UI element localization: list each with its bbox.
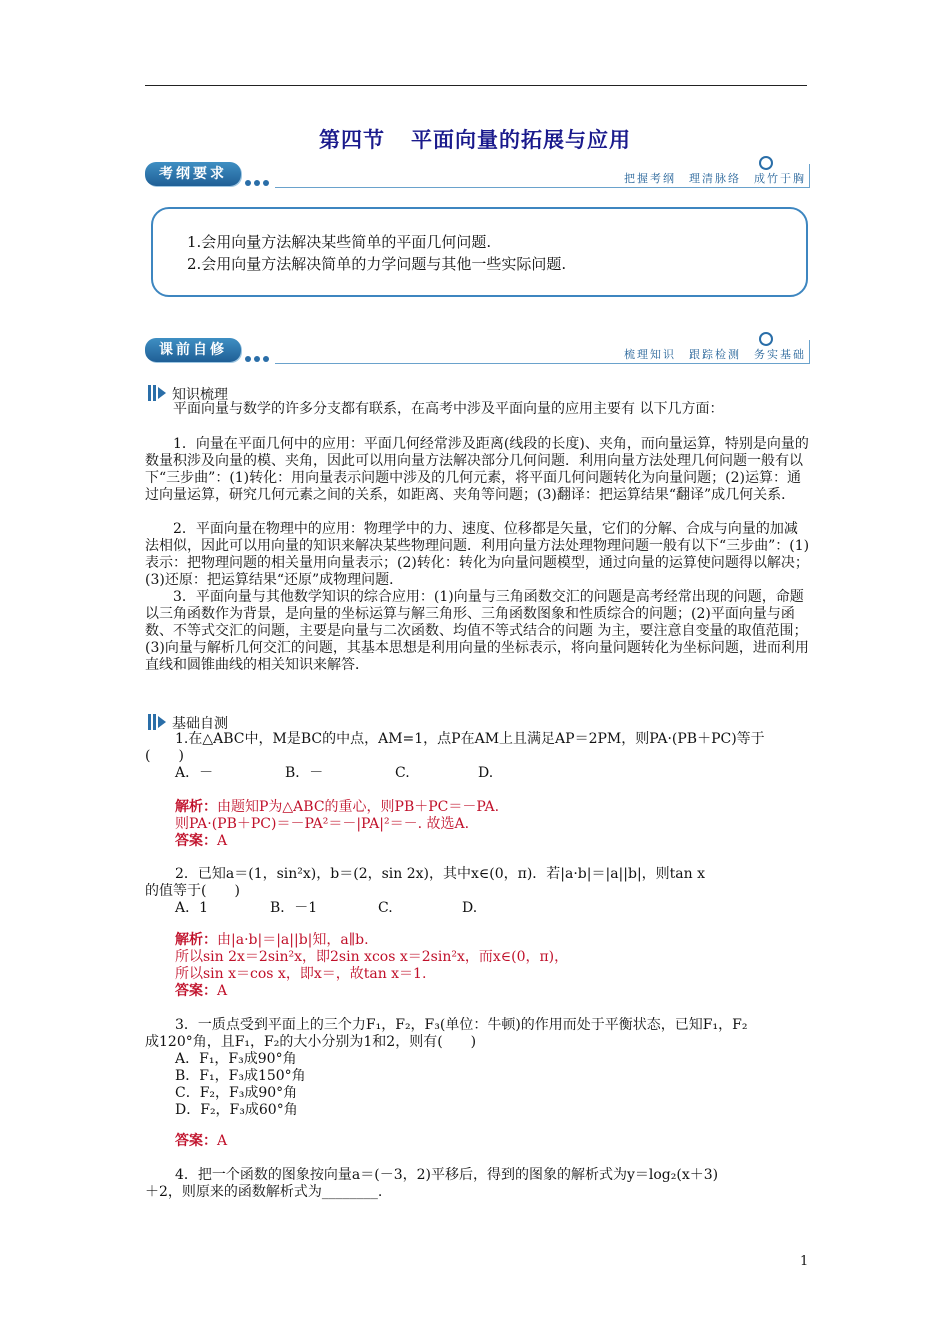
section-marker-icon	[148, 385, 168, 401]
page-title	[0, 124, 950, 154]
banner-syllabus-sub: 把握考纲 理清脉络 成竹于胸	[624, 172, 806, 185]
q2-stem-cont: 的值等于( )	[145, 883, 240, 899]
q3-stem: 3．一质点受到平面上的三个力F₁，F₂，F₃(单位：牛顿)的作用而处于平衡状态，已知F₁，F₂	[175, 1017, 748, 1033]
page-number: 1	[800, 1254, 809, 1269]
ring-icon	[759, 332, 773, 346]
q2-option-c: C.	[378, 900, 393, 916]
section-marker-icon	[148, 714, 168, 730]
banner-preview	[145, 336, 810, 368]
knowledge-point-2: 2．平面向量在物理中的应用：物理学中的力、速度、位移都是矢量，它们的分解、合成与向量的加减法相似，因此可以用向量的知识来解决某些物理问题．利用向量方法处理物理问题一般有以下“三步曲”：(1)表示：把物理问题的相关量用向量表示；(2)转化：转化为向量问题模型，通过向量的运算使问题得以解决；(3)还原：把运算结果“还原”成物理问题．	[145, 521, 810, 588]
header-rule	[145, 85, 807, 86]
q2-stem: 2．已知a＝(1，sin²x)，b＝(2，sin 2x)，其中x∈(0，π)．若|a·b|＝|a||b|，则tan x	[175, 866, 705, 882]
q3-option-b: B．F₁，F₃成150°角	[175, 1068, 306, 1084]
q1-answer: 答案：A	[175, 833, 228, 849]
q1-option-a: A．－	[175, 765, 214, 781]
ring-icon	[759, 156, 773, 170]
knowledge-point-3: 3．平面向量与其他数学知识的综合应用：(1)向量与三角函数交汇的问题是高考经常出现的问题，命题以三角函数作为背景，是向量的坐标运算与解三角形、三角函数图象和性质综合的问题；(2)平面向量与函数、不等式交汇的问题，主要是向量与二次函数、均值不等式结合的问题 为主，要注意自变量的取值范围；(3)向量与解析几何交汇的问题，其基本思想是利用向量的坐标表示，将向量问题转化为坐标问题，进而利用直线和圆锥曲线的相关知识来解答．	[145, 589, 809, 673]
requirement-2: 2.会用向量方法解决简单的力学问题与其他一些实际问题.	[187, 255, 567, 273]
q2-option-d: D.	[462, 900, 478, 916]
q2-option-b: B．－1	[270, 900, 318, 916]
requirement-1: 1.会用向量方法解决某些简单的平面几何问题.	[187, 233, 492, 251]
q1-solution-cont: 则PA·(PB＋PC)＝－PA²＝－|PA|²＝－. 故选A.	[175, 816, 470, 832]
q4-stem: 4．把一个函数的图象按向量a＝(－3，2)平移后，得到的图象的解析式为y＝log₂(x＋3)	[175, 1167, 719, 1183]
banner-syllabus	[145, 160, 810, 192]
banner-preview-sub: 梳理知识 跟踪检测 务实基础	[624, 348, 806, 361]
requirements-box	[151, 207, 808, 297]
q3-option-d: D．F₂，F₃成60°角	[175, 1102, 298, 1118]
q2-solution: 解析：由|a·b|＝|a||b|知，a∥b.	[175, 932, 369, 948]
q3-answer: 答案：A	[175, 1133, 228, 1149]
q1-option-b: B．－	[285, 765, 324, 781]
knowledge-intro: 平面向量与数学的许多分支都有联系，在高考中涉及平面向量的应用主要有 以下几方面：	[145, 401, 724, 417]
q1-stem-cont: ( )	[145, 748, 184, 764]
banner-syllabus-tag: 考纲要求	[145, 162, 241, 186]
dots-icon	[245, 347, 275, 355]
q3-stem-cont: 成120°角，且F₁，F₂的大小分别为1和2，则有( )	[145, 1034, 477, 1050]
q3-option-a: A．F₁，F₃成90°角	[175, 1051, 297, 1067]
q3-option-c: C．F₂，F₃成90°角	[175, 1085, 298, 1101]
q1-option-d: D.	[478, 765, 494, 781]
title-section: 第四节	[319, 128, 385, 152]
q1-solution: 解析：由题知P为△ABC的重心，则PB＋PC＝－PA.	[175, 799, 500, 815]
banner-preview-tag: 课前自修	[145, 338, 241, 362]
q1-stem: 1.在△ABC中，M是BC的中点，AM=1，点P在AM上且满足AP＝2PM，则PA·(PB＋PC)等于	[175, 731, 765, 747]
q2-solution-cont: 所以sin 2x＝2sin²x，即2sin xcos x＝2sin²x，而x∈(0，π)，	[175, 949, 569, 965]
q4-stem-cont: ＋2，则原来的函数解析式为________.	[145, 1184, 383, 1200]
q1-option-c: C.	[395, 765, 410, 781]
title-topic: 平面向量的拓展与应用	[411, 128, 631, 152]
q2-option-a: A．1	[175, 900, 209, 916]
dots-icon	[245, 171, 275, 179]
q2-answer: 答案：A	[175, 983, 228, 999]
knowledge-point-1: 1．向量在平面几何中的应用：平面几何经常涉及距离(线段的长度)、夹角，而向量运算，特别是向量的数量积涉及向量的模、夹角，因此可以用向量方法解决部分几何问题．利用向量方法处理几何问题一般有以下“三步曲”：(1)转化：用向量表示问题中涉及的几何元素，将平面几何问题转化为向量问题；(2)运算：通过向量运算，研究几何元素之间的关系，如距离、夹角等问题；(3)翻译：把运算结果“翻译”成几何关系．	[145, 436, 809, 503]
q2-solution-cont2: 所以sin x＝cos x，即x＝，故tan x＝1.	[175, 966, 427, 982]
